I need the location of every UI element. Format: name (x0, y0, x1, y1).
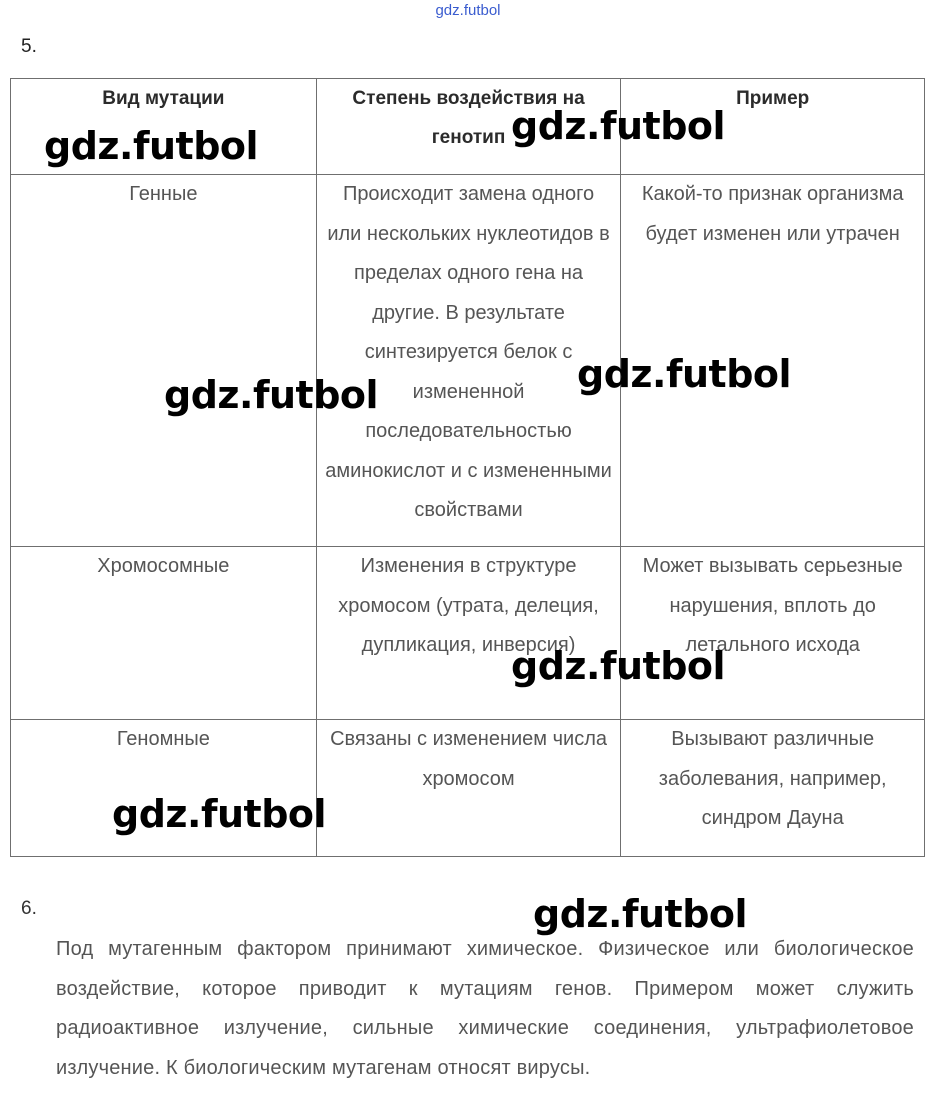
header-example: Пример (621, 79, 925, 175)
cell-type: Генные (11, 175, 317, 547)
mutation-table (10, 78, 925, 857)
watermark: gdz.futbol (511, 644, 726, 688)
cell-type: Хромосомные (11, 547, 317, 720)
header-mutation-type: Вид мутации (11, 79, 317, 175)
watermark: gdz.futbol (112, 792, 327, 836)
cell-example: Какой-то признак организма будет изменен или утрачен (621, 175, 925, 547)
task-6-text: Под мутагенным фактором принимают химическое. Физическое или биологическое воздействие, которое приводит к мутациям генов. Примером может служить радиоактивное излучение, сильные химические соединения, ультрафиолетовое излучение. К биологическим мутагенам относят вирусы. (56, 938, 914, 1079)
task-5-number: 5. (21, 36, 37, 57)
cell-impact: Связаны с изменением числа хромосом (316, 720, 621, 857)
cell-type: Геномные (11, 720, 317, 857)
cell-impact: Происходит замена одного или нескольких нуклеотидов в пределах одного гена на другие. В результате синтезируется белок с измененной последовательностью аминокислот и с измененными свойствами (316, 175, 621, 547)
watermark: gdz.futbol (44, 124, 259, 168)
header-impact: Степень воздействия на генотип (316, 79, 621, 175)
site-label[interactable]: gdz.futbol (435, 2, 501, 19)
watermark: gdz.futbol (511, 104, 726, 148)
watermark: gdz.futbol (533, 892, 748, 936)
task-6-number: 6. (21, 898, 37, 919)
watermark: gdz.futbol (577, 352, 792, 396)
cell-example: Вызывают различные заболевания, например, синдром Дауна (621, 720, 925, 857)
table-row (11, 547, 925, 720)
watermark: gdz.futbol (164, 373, 379, 417)
cell-example: Может вызывать серьезные нарушения, вплоть до летального исхода (621, 547, 925, 720)
cell-impact: Изменения в структуре хромосом (утрата, делеция, дупликация, инверсия) (316, 547, 621, 720)
